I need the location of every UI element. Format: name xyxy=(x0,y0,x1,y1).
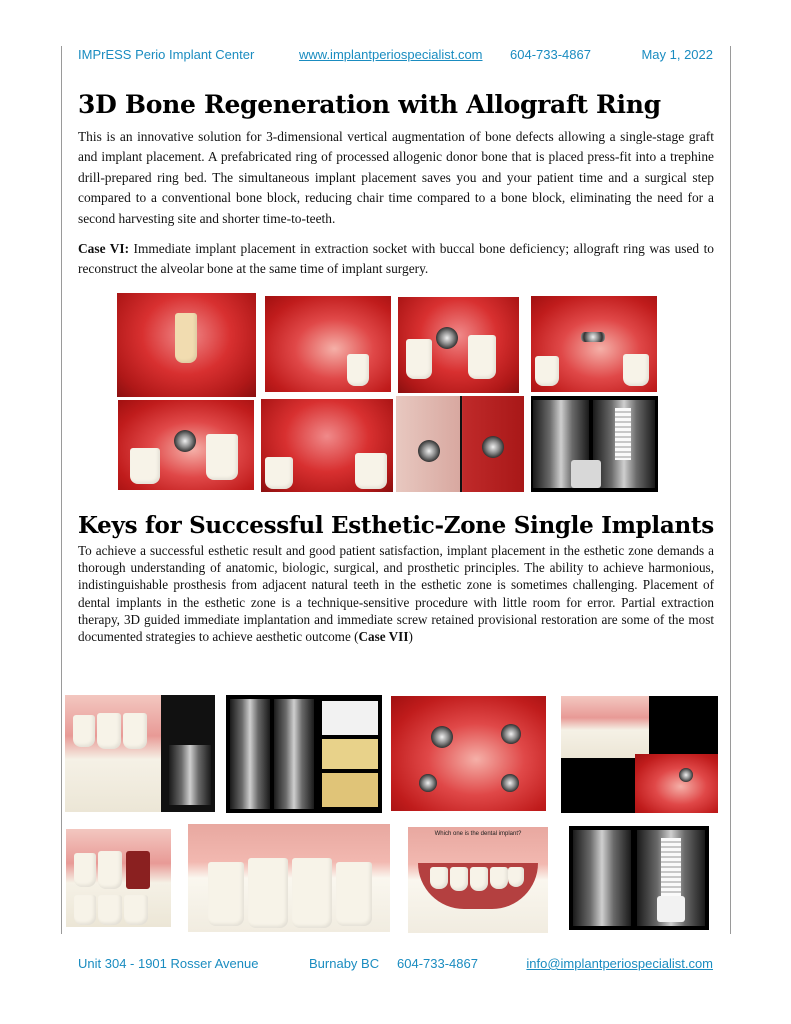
section2-body xyxy=(78,542,714,645)
center-name: IMPrESS Perio Implant Center xyxy=(78,47,255,62)
case7-guide-xray-2 xyxy=(226,695,382,813)
left-margin-line xyxy=(61,46,62,934)
case-vi-label: Case VI: xyxy=(78,241,130,256)
case7-final-smile-6 xyxy=(188,824,390,932)
case7-photo-1 xyxy=(65,695,215,812)
section1-body: This is an innovative solution for 3-dimensional vertical augmentation of bone defects allowing a single-stage graft and implant placement. A prefabricated ring of processed allogenic donor bone that is placed press-fit into a trephine drill-prepared ring bed. The simultaneous implant placement saves you and your patient time and a surgical step compared to a conventional bone block, reducing chair time compared to a bone block, eliminating the need for a second harvesting site and shorter time-to-teeth. xyxy=(78,129,714,226)
case6-photo-6 xyxy=(261,399,393,492)
case7-photo-5 xyxy=(66,829,171,927)
footer-city: Burnaby BC xyxy=(309,956,380,971)
case6-xray-8 xyxy=(531,396,658,492)
section1-title: 3D Bone Regeneration with Allograft Ring xyxy=(78,90,661,119)
case7-xray-8 xyxy=(569,826,709,930)
case7-photo-3 xyxy=(391,696,546,811)
case-vi-text: Immediate implant placement in extraction socket with buccal bone deficiency; allograft ring was used to reconstruct the alveolar bone at the same time of implant surgery. xyxy=(78,241,714,277)
case-vii-label: Case VII xyxy=(358,629,409,645)
header-phone: 604-733-4867 xyxy=(510,47,591,62)
case7-photo-7 xyxy=(408,827,548,933)
section2-title: Keys for Successful Esthetic-Zone Single Implants xyxy=(78,512,714,539)
footer-phone: 604-733-4867 xyxy=(397,956,478,971)
website-link[interactable]: www.implantperiospecialist.com xyxy=(299,47,483,62)
case6-photo-4 xyxy=(531,296,657,392)
section2-body-end: ) xyxy=(408,629,413,645)
footer-address: Unit 304 - 1901 Rosser Avenue xyxy=(78,956,259,971)
case6-photo-2 xyxy=(265,296,391,392)
case-vi-paragraph xyxy=(78,239,714,280)
email-link[interactable]: info@implantperiospecialist.com xyxy=(526,956,713,971)
case6-photo-7 xyxy=(396,396,524,492)
section2-body-text: To achieve a successful esthetic result and good patient satisfaction, implant placement in the esthetic zone demands a thorough understanding of anatomic, biologic, surgical, and prosthetic principles. The ability to achieve harmonious, indistinguishable prosthesis from adjacent natural teeth in the esthetic zone is sometimes challenging. Placement of dental implants in the esthetic zone is a technique-sensitive procedure with little room for error. Partial extraction therapy, 3D guided immediate implantation and immediate screw retained provisional restoration are some of the most documented strategies to achieve aesthetic outcome ( xyxy=(78,543,714,645)
case6-photo-3 xyxy=(398,297,519,393)
header-date: May 1, 2022 xyxy=(641,47,713,62)
case7-photo-4 xyxy=(561,696,718,813)
case6-photo-5 xyxy=(118,400,254,490)
photo-caption: Which one is the dental implant? xyxy=(434,831,522,837)
case6-photo-1 xyxy=(117,293,256,397)
right-margin-line xyxy=(730,46,731,934)
